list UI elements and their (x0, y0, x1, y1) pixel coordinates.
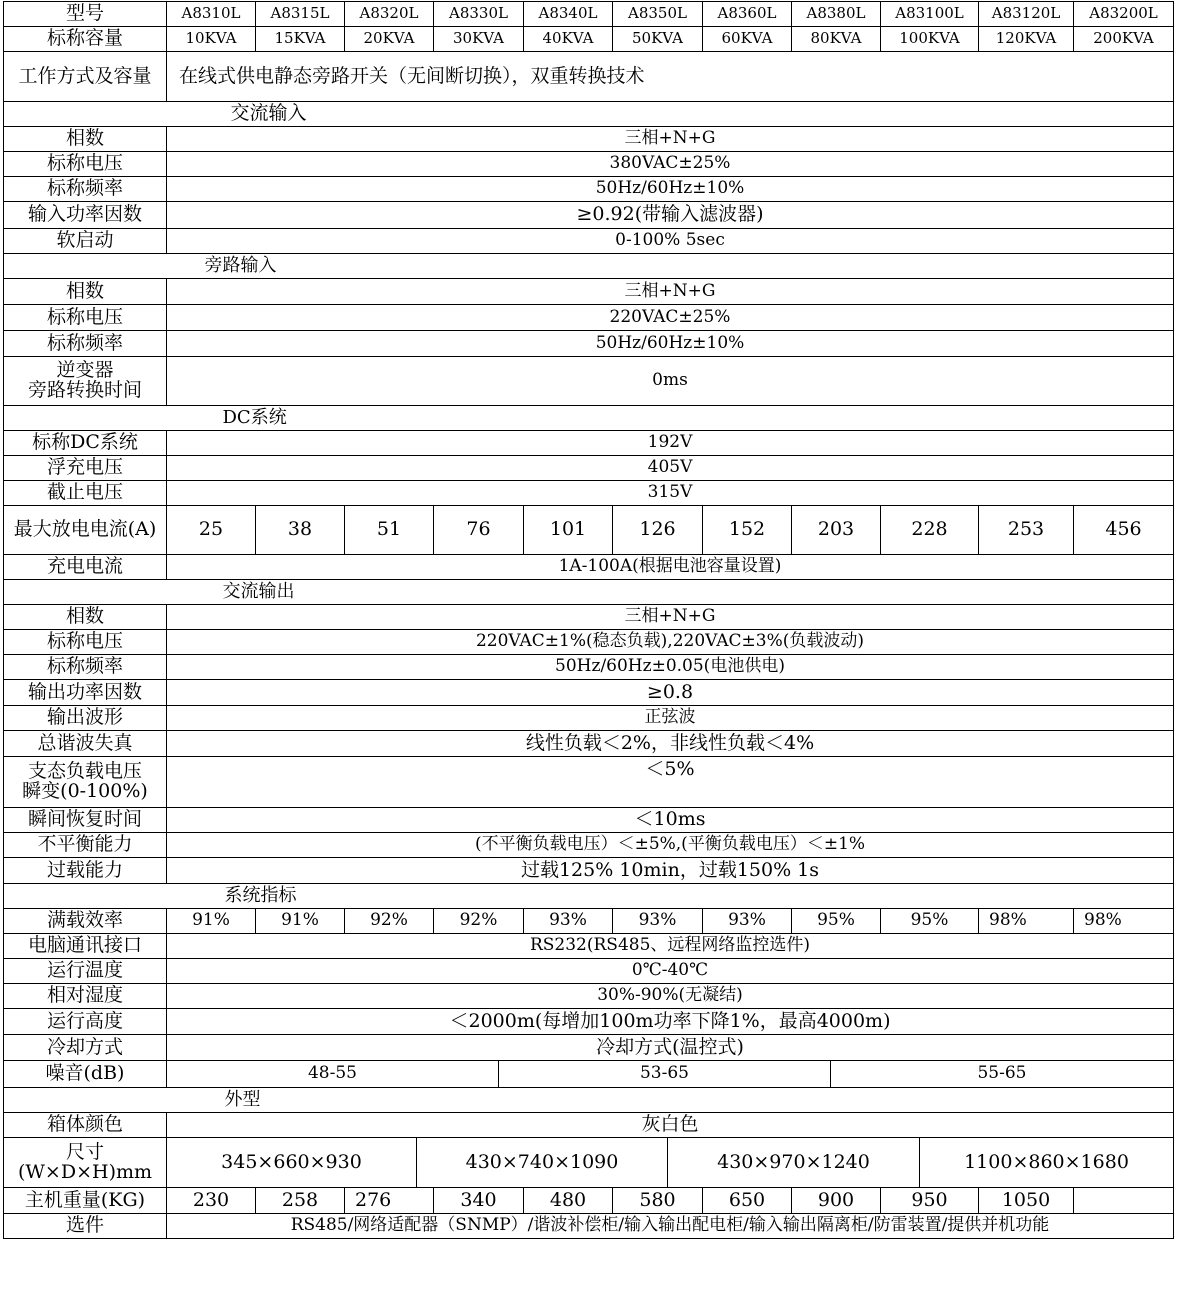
model-cell: A8360L (703, 2, 792, 27)
spec-value: 93% (613, 909, 703, 934)
spec-value: 340 (434, 1188, 524, 1214)
spec-row (4, 305, 1174, 331)
spec-value: 152 (703, 506, 792, 555)
spec-value: 220VAC±25% (167, 305, 1174, 331)
spec-row (4, 357, 1174, 406)
spec-label: 电脑通讯接口 (4, 934, 167, 959)
spec-value: 灰白色 (167, 1113, 1174, 1138)
spec-label: 充电电流 (4, 555, 167, 580)
spec-label-line: (W×D×H)mm (17, 1160, 153, 1183)
spec-row (4, 984, 1174, 1009)
spec-label: 标称DC系统 (4, 431, 167, 456)
spec-value: 95% (792, 909, 881, 934)
spec-row (4, 1113, 1174, 1138)
spec-value: 95% (881, 909, 979, 934)
model-cell: A8320L (345, 2, 434, 27)
spec-value: ＜10ms (167, 808, 1174, 833)
spec-row (4, 1138, 1174, 1188)
spec-value: 98% (1074, 909, 1174, 934)
section-title: 系统指标 (167, 884, 1174, 909)
spec-value: 93% (524, 909, 613, 934)
spec-value: 480 (524, 1188, 613, 1214)
spec-value: 76 (434, 506, 524, 555)
section-title: 交流输出 (167, 580, 1174, 605)
model-cell: A8340L (524, 2, 613, 27)
capacity-cell: 60KVA (703, 27, 792, 52)
spec-value: 98% (979, 909, 1074, 934)
model-cell: A8330L (434, 2, 524, 27)
spec-label (4, 1138, 167, 1188)
spec-value: 192V (167, 431, 1174, 456)
model-cell: A83100L (881, 2, 979, 27)
spec-value: (不平衡负载电压）＜±5%,(平衡负载电压）＜±1% (167, 833, 1174, 858)
spec-value: 92% (345, 909, 434, 934)
spec-value: 三相+N+G (167, 127, 1174, 152)
spec-row (4, 731, 1174, 757)
spec-label-line: 瞬变(0-100%) (22, 780, 148, 802)
spec-label: 标称频率 (4, 655, 167, 680)
spec-value (1074, 1188, 1174, 1214)
spec-row (4, 808, 1174, 833)
spec-row (4, 655, 1174, 680)
spec-value: 650 (703, 1188, 792, 1214)
spec-label: 满载效率 (4, 909, 167, 934)
spec-label: 相数 (4, 127, 167, 152)
spec-row (4, 1214, 1174, 1239)
spec-label: 主机重量(KG) (4, 1188, 167, 1214)
capacity-cell: 30KVA (434, 27, 524, 52)
capacity-cell: 120KVA (979, 27, 1074, 52)
spec-value: 228 (881, 506, 979, 555)
spec-value: RS232(RS485、远程网络监控选件) (167, 934, 1174, 959)
spec-label (4, 357, 167, 406)
spec-label: 过载能力 (4, 858, 167, 884)
spec-value: 三相+N+G (167, 279, 1174, 305)
spec-row (4, 506, 1174, 555)
capacity-cell: 20KVA (345, 27, 434, 52)
spec-row (4, 481, 1174, 506)
spec-value: 430×740×1090 (417, 1138, 668, 1187)
spec-value: 51 (345, 506, 434, 555)
capacity-cell: 80KVA (792, 27, 881, 52)
spec-row (4, 680, 1174, 706)
model-label: 型号 (4, 2, 167, 27)
spec-value: 220VAC±1%(稳态负载),220VAC±3%(负载波动) (167, 630, 1174, 655)
spec-value: 91% (167, 909, 256, 934)
spec-value: 1100×860×1680 (964, 1150, 1129, 1173)
spec-value: 126 (613, 506, 703, 555)
spec-label: 输入功率因数 (4, 202, 167, 229)
spec-label: 软启动 (4, 229, 167, 254)
spec-label: 最大放电电流(A) (4, 506, 167, 555)
section-title: 交流输入 (167, 102, 1174, 127)
spec-row (4, 431, 1174, 456)
spec-label-line: 旁路转换时间 (27, 379, 142, 401)
spec-value: 456 (1074, 506, 1174, 555)
section-title: DC系统 (167, 406, 1174, 431)
spec-row (4, 229, 1174, 254)
size-group (167, 1138, 1174, 1188)
spec-label: 标称频率 (4, 331, 167, 357)
ups-spec-table (3, 1, 1174, 1239)
spec-value: 50Hz/60Hz±10% (167, 331, 1174, 357)
spec-value: 0℃-40℃ (167, 959, 1174, 984)
noise-subtable (167, 1061, 1173, 1087)
spec-value: 正弦波 (167, 706, 1174, 731)
spec-label: 运行温度 (4, 959, 167, 984)
spec-value: 203 (792, 506, 881, 555)
model-cell: A8315L (256, 2, 345, 27)
spec-row (4, 959, 1174, 984)
spec-value: ＜5% (167, 757, 1174, 808)
spec-label: 相数 (4, 605, 167, 630)
spec-value: 25 (167, 506, 256, 555)
spec-row (4, 177, 1174, 202)
spec-label: 标称频率 (4, 177, 167, 202)
spec-value: 230 (167, 1188, 256, 1214)
spec-value: 91% (256, 909, 345, 934)
noise-group (167, 1061, 1174, 1088)
spec-row (4, 858, 1174, 884)
spec-value: 过载125% 10min，过载150% 1s (167, 858, 1174, 884)
spec-row (4, 279, 1174, 305)
spec-row (4, 127, 1174, 152)
spec-value: 0-100% 5sec (167, 229, 1174, 254)
spec-label: 噪音(dB) (4, 1061, 167, 1088)
spec-value: 900 (792, 1188, 881, 1214)
spec-value: 950 (881, 1188, 979, 1214)
spec-value: 线性负载＜2%，非线性负载＜4% (167, 731, 1174, 757)
model-cell: A83120L (979, 2, 1074, 27)
spec-value: 92% (434, 909, 524, 934)
spec-label: 运行高度 (4, 1009, 167, 1035)
spec-label: 箱体颜色 (4, 1113, 167, 1138)
spec-label (4, 757, 167, 808)
spec-label: 标称电压 (4, 305, 167, 331)
spec-value: ≥0.8 (167, 680, 1174, 706)
spec-row (4, 152, 1174, 177)
spec-value: 50Hz/60Hz±0.05(电池供电) (167, 655, 1174, 680)
spec-value: 101 (524, 506, 613, 555)
capacity-label: 标称容量 (4, 27, 167, 52)
spec-row (4, 555, 1174, 580)
section-system (4, 884, 1174, 909)
spec-label-line: 逆变器 (56, 359, 114, 382)
spec-label: 瞬间恢复时间 (4, 808, 167, 833)
capacity-cell: 100KVA (881, 27, 979, 52)
spec-value: 258 (256, 1188, 345, 1214)
working-mode-row (4, 52, 1174, 102)
spec-label: 浮充电压 (4, 456, 167, 481)
spec-label: 标称电压 (4, 630, 167, 655)
spec-value: 53-65 (499, 1061, 831, 1087)
spec-row (4, 605, 1174, 630)
spec-value: 405V (167, 456, 1174, 481)
spec-value: 38 (256, 506, 345, 555)
size-subtable (167, 1138, 1173, 1187)
capacity-cell: 10KVA (167, 27, 256, 52)
spec-row (4, 202, 1174, 229)
spec-row (4, 1188, 1174, 1214)
working-mode-value: 在线式供电静态旁路开关（无间断切换），双重转换技术 (167, 52, 1174, 102)
spec-row (4, 934, 1174, 959)
spec-value: 580 (613, 1188, 703, 1214)
model-cell: A8310L (167, 2, 256, 27)
spec-value: 430×970×1240 (668, 1138, 920, 1187)
section-title: 外型 (167, 1088, 1174, 1113)
spec-label: 不平衡能力 (4, 833, 167, 858)
model-cell: A8350L (613, 2, 703, 27)
spec-value: 380VAC±25% (167, 152, 1174, 177)
capacity-cell: 200KVA (1074, 27, 1174, 52)
spec-value: 30%-90%(无凝结) (167, 984, 1174, 1009)
working-mode-label: 工作方式及容量 (4, 52, 167, 102)
spec-label: 冷却方式 (4, 1035, 167, 1061)
spec-row (4, 331, 1174, 357)
spec-value: 冷却方式(温控式) (167, 1035, 1174, 1061)
spec-row (4, 706, 1174, 731)
capacity-row (4, 27, 1174, 52)
spec-value: 48-55 (167, 1061, 499, 1087)
capacity-cell: 15KVA (256, 27, 345, 52)
spec-label: 标称电压 (4, 152, 167, 177)
spec-row (4, 909, 1174, 934)
spec-value: ＜2000m(每增加100m功率下降1%，最高4000m) (167, 1009, 1174, 1035)
spec-value: 1A-100A(根据电池容量设置) (167, 555, 1174, 580)
spec-value: 0ms (167, 357, 1174, 406)
spec-row (4, 1035, 1174, 1061)
spec-label: 相数 (4, 279, 167, 305)
section-bypass-input (4, 254, 1174, 279)
spec-value: 315V (167, 481, 1174, 506)
spec-value: 276 (345, 1188, 434, 1214)
spec-row (4, 1061, 1174, 1088)
spec-value: 55-65 (977, 1063, 1027, 1084)
spec-row (4, 1009, 1174, 1035)
model-cell: A83200L (1074, 2, 1174, 27)
spec-label: 相对湿度 (4, 984, 167, 1009)
spec-label: 截止电压 (4, 481, 167, 506)
section-ac-input (4, 102, 1174, 127)
capacity-cell: 40KVA (524, 27, 613, 52)
section-title: 旁路输入 (167, 254, 1174, 279)
spec-value: 50Hz/60Hz±10% (167, 177, 1174, 202)
capacity-cell: 50KVA (613, 27, 703, 52)
spec-value: 三相+N+G (167, 605, 1174, 630)
spec-row (4, 833, 1174, 858)
spec-value: 253 (979, 506, 1074, 555)
section-appearance (4, 1088, 1174, 1113)
spec-row (4, 456, 1174, 481)
spec-value: 1050 (979, 1188, 1074, 1214)
spec-label-line: 支态负载电压 (27, 760, 142, 783)
section-ac-output (4, 580, 1174, 605)
section-dc-system (4, 406, 1174, 431)
model-row (4, 2, 1174, 27)
spec-row (4, 757, 1174, 808)
spec-label: 选件 (4, 1214, 167, 1239)
spec-label-line: 尺寸 (65, 1140, 104, 1163)
spec-value: 345×660×930 (167, 1138, 417, 1187)
spec-row (4, 630, 1174, 655)
spec-value: ≥0.92(带输入滤波器) (167, 202, 1174, 229)
spec-label: 总谐波失真 (4, 731, 167, 757)
spec-label: 输出功率因数 (4, 680, 167, 706)
spec-label: 输出波形 (4, 706, 167, 731)
spec-value: RS485/网络适配器（SNMP）/谐波补偿柜/输入输出配电柜/输入输出隔离柜/防雷装置/提供并机功能 (167, 1214, 1174, 1239)
model-cell: A8380L (792, 2, 881, 27)
spec-value: 93% (703, 909, 792, 934)
